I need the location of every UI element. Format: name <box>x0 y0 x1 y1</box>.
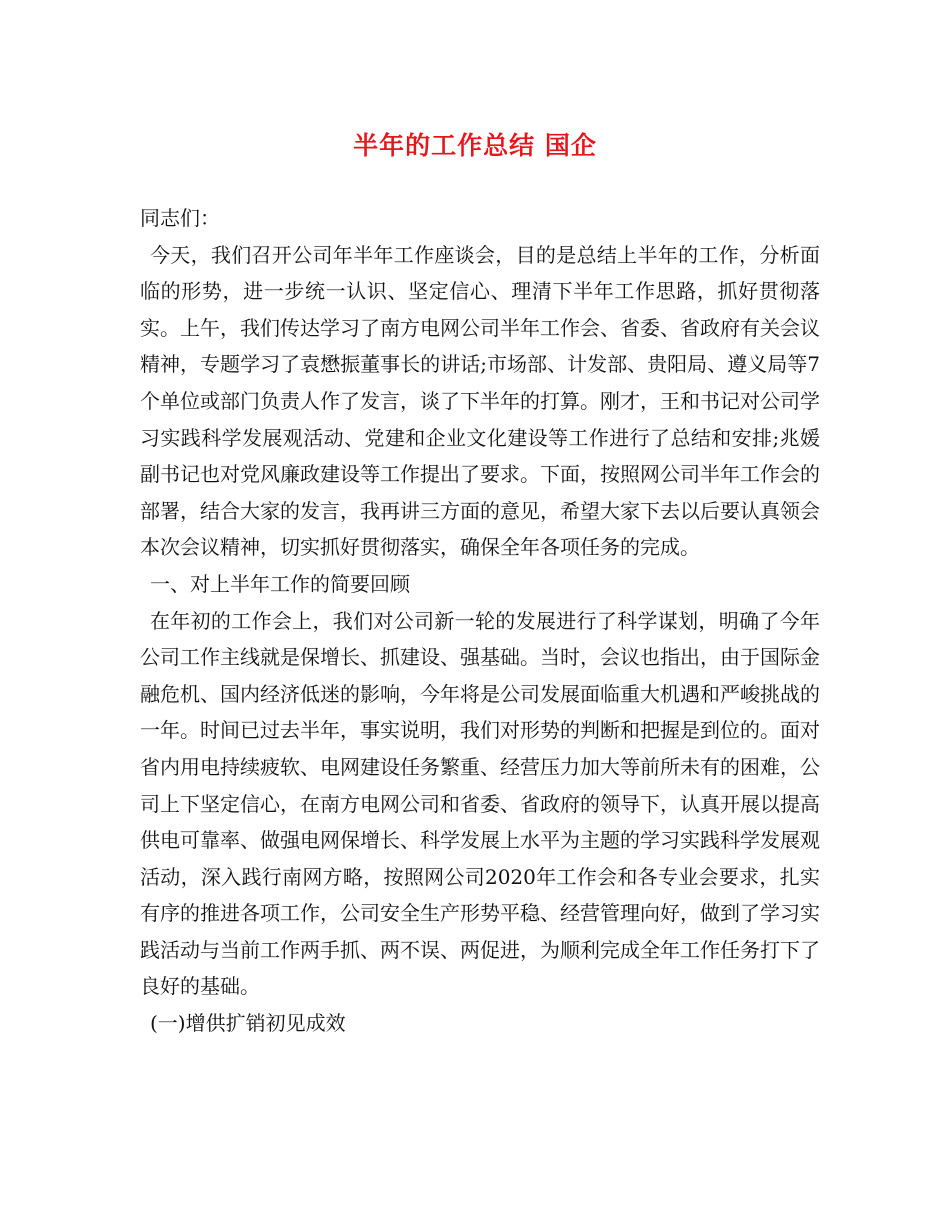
paragraph-intro: 今天，我们召开公司年半年工作座谈会，目的是总结上半年的工作，分析面临的形势，进一步统一认识、坚定信心、理清下半年工作思路，抓好贯彻落实。上午，我们传达学习了南方电网公司半年工作会、省委、省政府有关会议精神，专题学习了袁懋振董事长的讲话;市场部、计发部、贵阳局、遵义局等7个单位或部门负责人作了发言，谈了下半年的打算。刚才，王和书记对公司学习实践科学发展观活动、党建和企业文化建设等工作进行了总结和安排;兆媛副书记也对党风廉政建设等工作提出了要求。下面，按照网公司半年工作会的部署，结合大家的发言，我再讲三方面的意见，希望大家下去以后要认真领会本次会议精神，切实抓好贯彻落实，确保全年各项任务的完成。 <box>140 242 820 560</box>
document-title: 半年的工作总结 国企 <box>353 131 597 160</box>
salutation: 同志们： <box>140 206 220 230</box>
document-body <box>140 200 820 1042</box>
subsection-heading-1: (一)增供扩销初见成效 <box>150 1011 346 1036</box>
paragraph-review: 在年初的工作会上，我们对公司新一轮的发展进行了科学谋划，明确了今年公司工作主线就是保增长、抓建设、强基础。当时，会议也指出，由于国际金融危机、国内经济低迷的影响，今年将是公司发展面临重大机遇和严峻挑战的一年。时间已过去半年，事实说明，我们对形势的判断和把握是到位的。面对省内用电持续疲软、电网建设任务繁重、经营压力加大等前所未有的困难，公司上下坚定信心，在南方电网公司和省委、省政府的领导下，认真开展以提高供电可靠率、做强电网保增长、科学发展上水平为主题的学习实践科学发展观活动，深入践行南网方略，按照网公司2020年工作会和各专业会要求，扎实有序的推进各项工作，公司安全生产形势平稳、经营管理向好，做到了学习实践活动与当前工作两手抓、两不误、两促进，为顺利完成全年工作任务打下了良好的基础。 <box>140 608 820 999</box>
section-heading-1: 一、对上半年工作的简要回顾 <box>150 571 410 596</box>
